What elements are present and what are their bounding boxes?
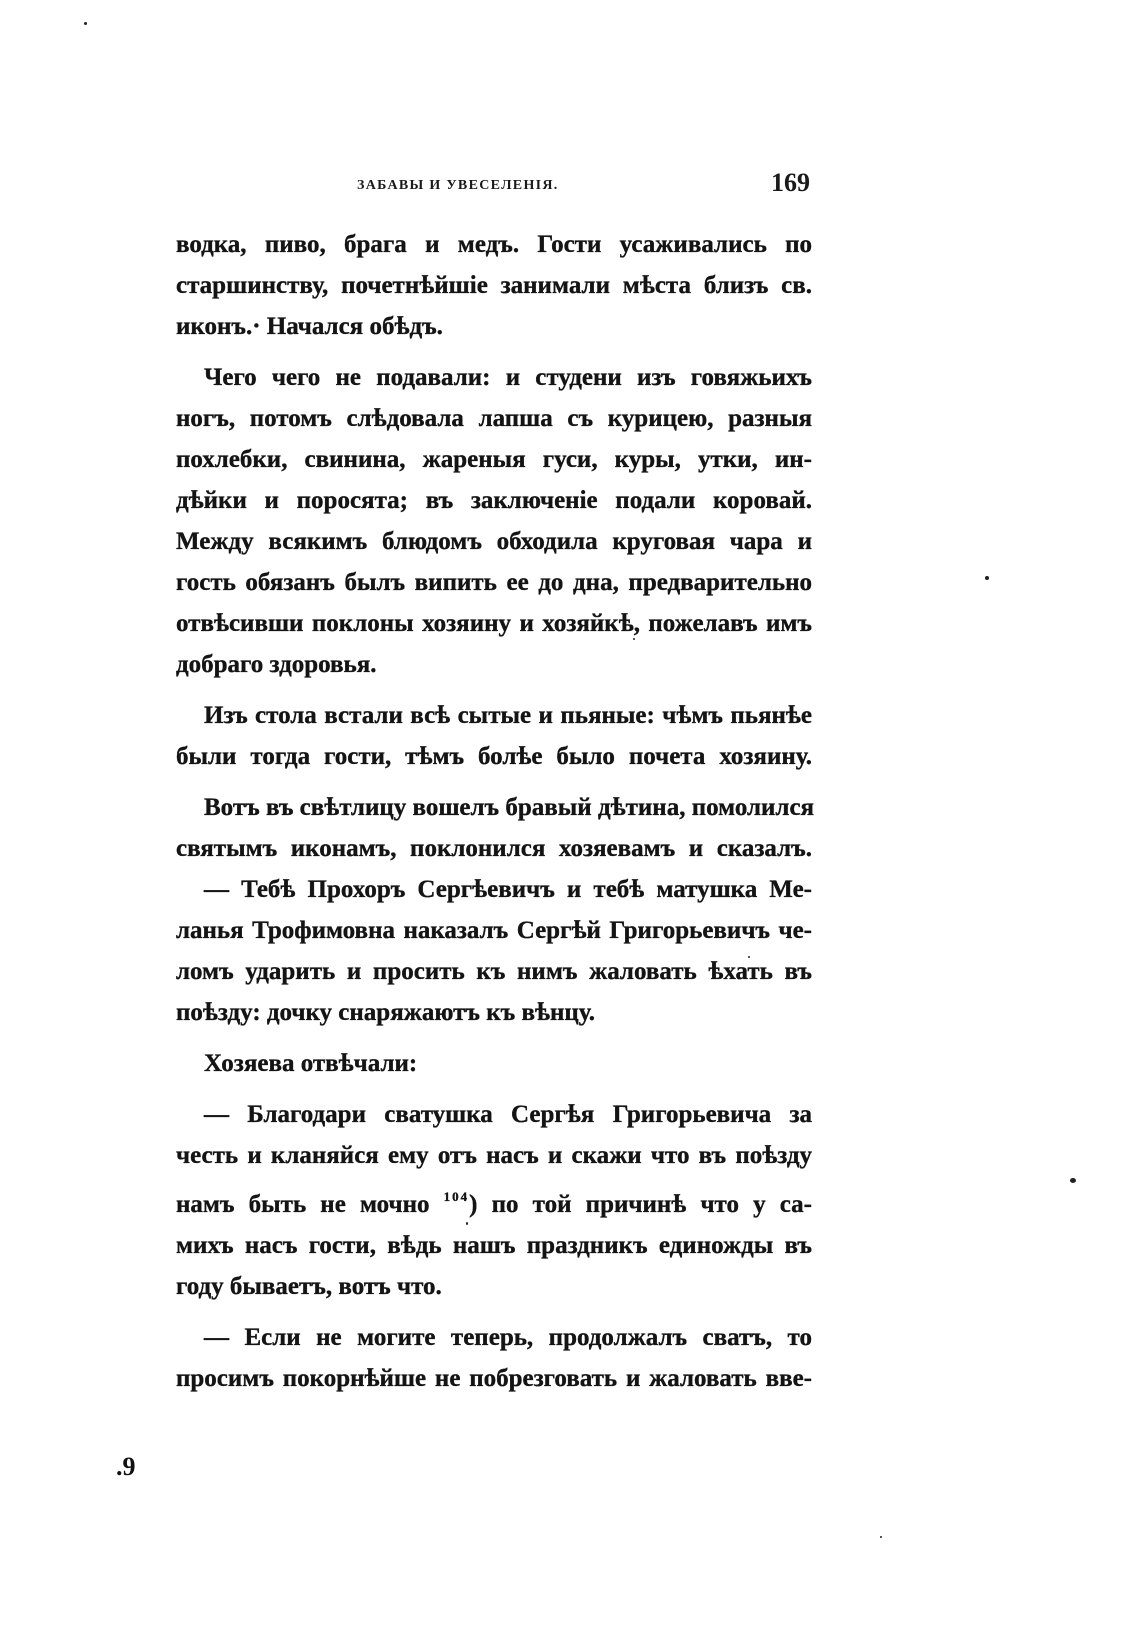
text-line: святымъ иконамъ, поклонился хозяевамъ и сказалъ. <box>176 835 812 862</box>
scan-speck <box>880 1536 882 1538</box>
paragraph <box>176 695 812 777</box>
scan-speck <box>985 576 989 580</box>
paragraph <box>176 1317 812 1399</box>
text-line: водка, пиво, брага и медъ. Гости усаживались по <box>176 231 812 258</box>
text-segment: намъ быть не мочно <box>176 1191 430 1218</box>
footnote-reference[interactable]: 104 <box>443 1189 470 1204</box>
page-header <box>357 168 810 198</box>
scan-speck <box>84 22 87 25</box>
paragraph <box>176 1094 812 1307</box>
scan-speck <box>633 638 635 640</box>
text-line: ломъ ударить и просить къ нимъ жаловать ѣхать въ <box>176 958 812 985</box>
text-line: — Если не могите теперь, продолжалъ сватъ, то <box>204 1324 812 1351</box>
text-line: михъ насъ гости, вѣдь нашъ праздникъ единожды въ <box>176 1232 812 1259</box>
text-line: отвѣсивши поклоны хозяину и хозяйкѣ, пожелавъ имъ <box>176 610 812 637</box>
text-line: Изъ стола встали всѣ сытые и пьяные: чѣмъ пьянѣе <box>204 702 812 729</box>
text-line: ланья Трофимовна наказалъ Сергѣй Григорьевичъ че- <box>176 917 812 944</box>
running-title: ЗАБАВЫ И УВЕСЕЛЕНІЯ. <box>357 178 559 193</box>
paragraph <box>176 787 815 869</box>
scan-speck <box>748 956 750 958</box>
page-number: 169 <box>771 168 810 197</box>
text-line: Чего чего не подавали: и студени изъ говяжьихъ <box>204 364 812 391</box>
text-body <box>176 224 815 1409</box>
text-line: старшинству, почетнѣйшіе занимали мѣста близъ св. <box>176 272 812 299</box>
text-line: просимъ покорнѣйше не побрезговать и жаловать вве- <box>176 1365 812 1392</box>
text-line: гость обязанъ былъ випить ее до дна, предварительно <box>176 569 812 596</box>
text-line-with-footnote <box>176 1176 812 1225</box>
text-line: поѣзду: дочку снаряжаютъ къ вѣнцу. <box>176 999 596 1026</box>
scan-speck <box>466 1222 468 1225</box>
paragraph <box>176 869 812 1033</box>
paragraph <box>176 357 812 685</box>
scan-speck <box>1070 1178 1076 1183</box>
paragraph <box>176 1043 812 1084</box>
text-line: дѣйки и поросята; въ заключеніе подали коровай. <box>176 487 812 514</box>
text-line: — Тебѣ Прохоръ Сергѣевичъ и тебѣ матушка Ме- <box>204 876 812 903</box>
text-line: ногъ, потомъ слѣдовала лапша съ курицею, разныя <box>176 405 812 432</box>
text-line: Хозяева отвѣчали: <box>204 1050 418 1077</box>
text-line: иконъ.· Начался обѣдъ. <box>176 313 443 340</box>
text-line: добраго здоровья. <box>176 651 377 678</box>
text-line: похлебки, свинина, жареныя гуси, куры, утки, ин- <box>176 446 812 473</box>
margin-mark: .9 <box>116 1452 136 1481</box>
text-segment: ) по той причинѣ что у са- <box>469 1191 813 1218</box>
text-line: году бываетъ, вотъ что. <box>176 1273 442 1300</box>
paragraph <box>176 224 812 347</box>
text-line: честь и кланяйся ему отъ насъ и скажи что въ поѣзду <box>176 1142 812 1169</box>
text-line: Между всякимъ блюдомъ обходила круговая чара и <box>176 528 812 555</box>
text-line: — Благодари сватушка Сергѣя Григорьевича за <box>204 1101 812 1128</box>
text-line: были тогда гости, тѣмъ болѣе было почета хозяину. <box>176 743 812 770</box>
text-line: Вотъ въ свѣтлицу вошелъ бравый дѣтина, помолился <box>204 794 815 821</box>
